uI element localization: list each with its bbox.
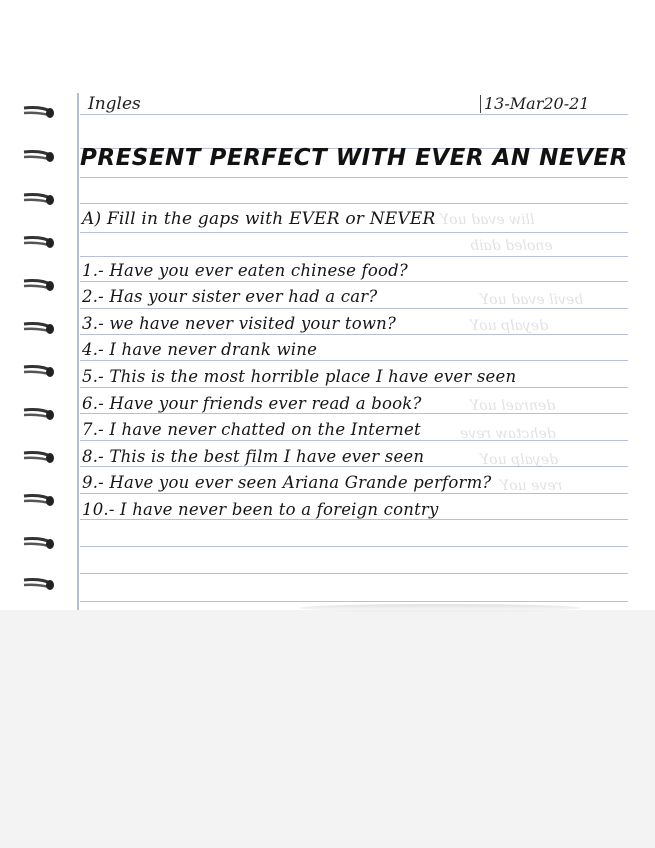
bleed-through-mark: bevil evad uoY bbox=[480, 292, 584, 308]
page-edge-shadow bbox=[300, 604, 580, 612]
ruled-line bbox=[80, 232, 628, 233]
spiral-ring-icon bbox=[22, 449, 56, 465]
spiral-ring-icon bbox=[22, 406, 56, 422]
exercise-sentence: 7.- I have never chatted on the Internet bbox=[82, 420, 421, 439]
ruled-line bbox=[80, 308, 628, 309]
ruled-line bbox=[80, 546, 628, 547]
bleed-through-mark: deyalp uoY bbox=[480, 452, 559, 468]
ruled-line bbox=[80, 114, 628, 115]
spiral-ring-icon bbox=[22, 191, 56, 207]
exercise-sentence: 2.- Has your sister ever had a car? bbox=[82, 287, 378, 306]
exercise-sentence: 3.- we have never visited your town? bbox=[82, 314, 397, 333]
bleed-through-mark: enoled daib bbox=[470, 238, 553, 254]
exercise-sentence: 6.- Have your friends ever read a book? bbox=[82, 394, 422, 413]
ruled-line bbox=[80, 177, 628, 178]
ruled-line bbox=[80, 519, 628, 520]
ruled-line bbox=[80, 256, 628, 257]
exercise-sentence: 10.- I have never been to a foreign contry bbox=[82, 500, 439, 519]
header-divider bbox=[480, 95, 481, 113]
spiral-ring-icon bbox=[22, 535, 56, 551]
ruled-line bbox=[80, 387, 628, 388]
ruled-line bbox=[80, 573, 628, 574]
spiral-ring-icon bbox=[22, 104, 56, 120]
ruled-line bbox=[80, 203, 628, 204]
spiral-ring-icon bbox=[22, 148, 56, 164]
spiral-ring-icon bbox=[22, 320, 56, 336]
exercise-sentence: 4.- I have never drank wine bbox=[82, 340, 318, 359]
subject-label: Ingles bbox=[88, 94, 141, 114]
bleed-through-mark: lliw evad uoY bbox=[440, 212, 535, 228]
ruled-line bbox=[80, 360, 628, 361]
exercise-sentence: 8.- This is the best film I have ever seen bbox=[82, 447, 425, 466]
ruled-line bbox=[80, 334, 628, 335]
exercise-sentence: 1.- Have you ever eaten chinese food? bbox=[82, 261, 408, 280]
page-title: PRESENT PERFECT WITH EVER AN NEVER bbox=[80, 145, 628, 171]
spiral-ring-icon bbox=[22, 277, 56, 293]
bleed-through-mark: dehctaw reve bbox=[460, 426, 556, 442]
bleed-through-mark: denrael uoY bbox=[470, 398, 556, 414]
spiral-ring-icon bbox=[22, 234, 56, 250]
page-margin-line bbox=[77, 93, 79, 610]
date-label: 13-Mar20-21 bbox=[484, 94, 590, 113]
spiral-ring-icon bbox=[22, 576, 56, 592]
spiral-ring-icon bbox=[22, 492, 56, 508]
spiral-ring-icon bbox=[22, 363, 56, 379]
ruled-line bbox=[80, 601, 628, 602]
bleed-through-mark: deyalp uoY bbox=[470, 318, 549, 334]
exercise-sentence: 5.- This is the most horrible place I have ever seen bbox=[82, 367, 517, 386]
exercise-sentence: 9.- Have you ever seen Ariana Grande perform? bbox=[82, 473, 492, 492]
bleed-through-mark: reve uoY bbox=[500, 478, 563, 494]
exercise-instruction: A) Fill in the gaps with EVER or NEVER bbox=[82, 209, 436, 229]
ruled-line bbox=[80, 281, 628, 282]
